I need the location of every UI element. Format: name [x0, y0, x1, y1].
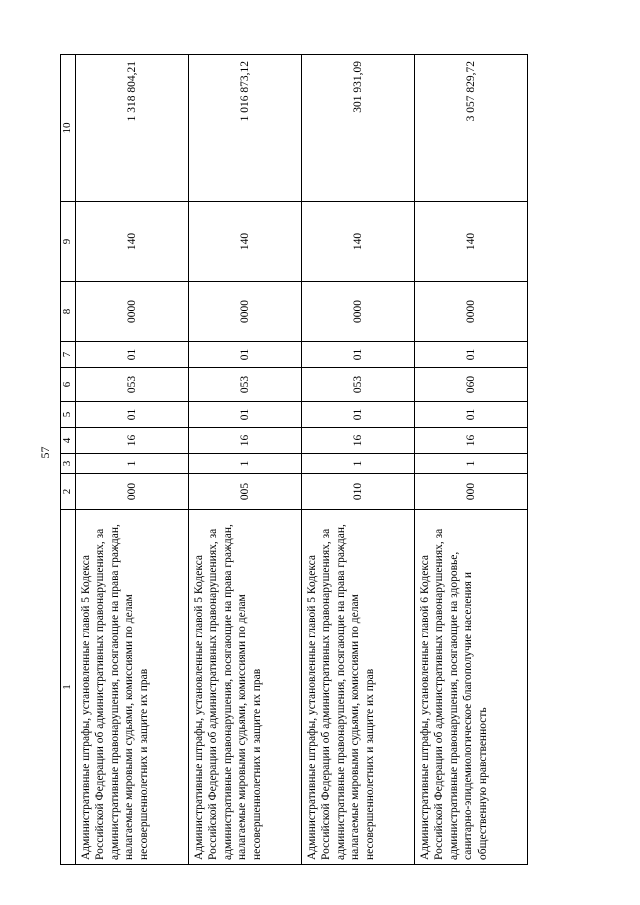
- row-code-7: 01: [415, 342, 528, 368]
- row-description: Административные штрафы, установленные главой 5 Кодекса Российской Федерации об административных правонарушениях, за административные правонарушения, посягающие на права граждан, налагаемые мировыми судьями, комиссиями по делам несовершеннолетних и защите их прав: [302, 510, 415, 865]
- header-col-6: 6: [61, 368, 76, 402]
- row-code-9: 140: [189, 202, 302, 282]
- row-code-5: 01: [76, 402, 189, 428]
- header-col-2: 2: [61, 474, 76, 510]
- row-code-7: 01: [76, 342, 189, 368]
- table-row: [189, 55, 302, 865]
- header-row: [61, 55, 76, 865]
- row-amount: 301 931,09: [302, 55, 415, 202]
- table-row: [76, 55, 189, 865]
- budget-revenue-table: [60, 54, 528, 865]
- row-code-8: 0000: [76, 282, 189, 342]
- row-code-6: 053: [302, 368, 415, 402]
- row-code-8: 0000: [302, 282, 415, 342]
- row-code-2: 010: [302, 474, 415, 510]
- row-code-5: 01: [189, 402, 302, 428]
- row-code-3: 1: [76, 454, 189, 474]
- row-code-4: 16: [302, 428, 415, 454]
- row-code-9: 140: [76, 202, 189, 282]
- row-code-7: 01: [302, 342, 415, 368]
- row-code-9: 140: [415, 202, 528, 282]
- row-code-3: 1: [302, 454, 415, 474]
- row-code-4: 16: [76, 428, 189, 454]
- header-col-3: 3: [61, 454, 76, 474]
- row-code-8: 0000: [189, 282, 302, 342]
- row-amount: 1 318 804,21: [76, 55, 189, 202]
- row-code-5: 01: [415, 402, 528, 428]
- row-code-8: 0000: [415, 282, 528, 342]
- header-col-8: 8: [61, 282, 76, 342]
- header-col-9: 9: [61, 202, 76, 282]
- row-code-9: 140: [302, 202, 415, 282]
- header-col-10: 10: [61, 55, 76, 202]
- row-amount: 1 016 873,12: [189, 55, 302, 202]
- table-row: [415, 55, 528, 865]
- row-code-6: 053: [76, 368, 189, 402]
- table-row: [302, 55, 415, 865]
- row-code-2: 000: [76, 474, 189, 510]
- page-number: 57: [38, 446, 52, 459]
- row-description: Административные штрафы, установленные главой 5 Кодекса Российской Федерации об административных правонарушениях, за административные правонарушения, посягающие на права граждан, налагаемые мировыми судьями, комиссиями по делам несовершеннолетних и защите их прав: [76, 510, 189, 865]
- row-code-2: 005: [189, 474, 302, 510]
- row-code-6: 060: [415, 368, 528, 402]
- row-code-3: 1: [415, 454, 528, 474]
- header-col-4: 4: [61, 428, 76, 454]
- row-description: Административные штрафы, установленные главой 5 Кодекса Российской Федерации об административных правонарушениях, за административные правонарушения, посягающие на права граждан, налагаемые мировыми судьями, комиссиями по делам несовершеннолетних и защите их прав: [189, 510, 302, 865]
- row-description: Административные штрафы, установленные главой 6 Кодекса Российской Федерации об административных правонарушениях, за административные правонарушения, посягающие на здоровье, санитарно-эпидемиологическое благополучие населения и общественную нравственность: [415, 510, 528, 865]
- header-col-1: 1: [61, 510, 76, 865]
- header-col-5: 5: [61, 402, 76, 428]
- row-code-4: 16: [189, 428, 302, 454]
- row-code-5: 01: [302, 402, 415, 428]
- row-code-4: 16: [415, 428, 528, 454]
- row-code-6: 053: [189, 368, 302, 402]
- row-code-3: 1: [189, 454, 302, 474]
- row-amount: 3 057 829,72: [415, 55, 528, 202]
- header-col-7: 7: [61, 342, 76, 368]
- row-code-2: 000: [415, 474, 528, 510]
- row-code-7: 01: [189, 342, 302, 368]
